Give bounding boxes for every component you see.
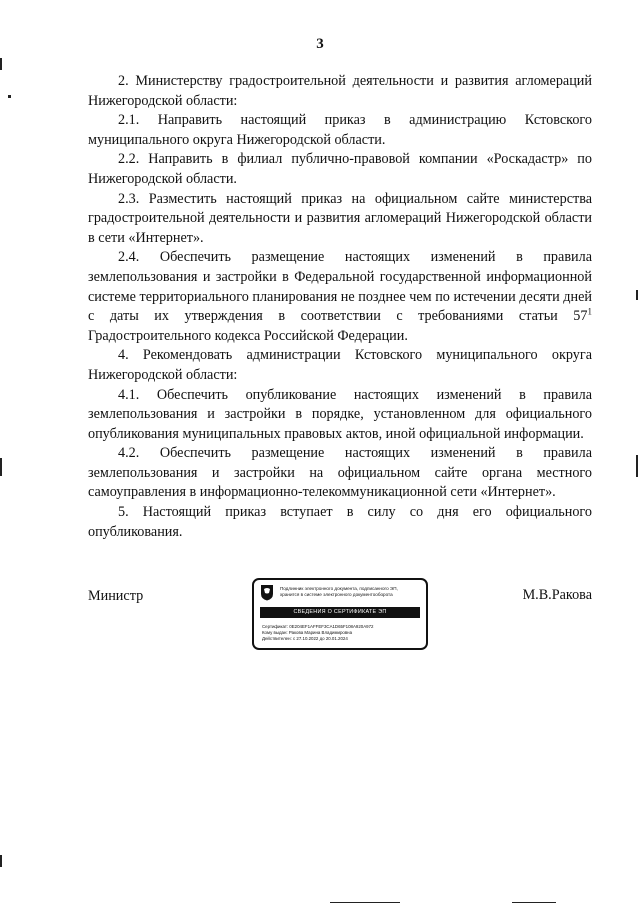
stamp-line-1: Подлинник электронного документа, подписанного ЭП, — [280, 586, 398, 591]
stamp-certificate-number: Сертификат: 0E204EF1AFFEF3CA1D65F108A920A972 — [262, 624, 374, 629]
paragraph — [88, 111, 592, 150]
scan-edge-mark — [0, 855, 2, 867]
paragraph-text: 5. Настоящий приказ вступает в силу со дня его официального опубликования. — [88, 504, 592, 540]
electronic-signature-stamp — [252, 578, 428, 650]
stamp-certificate-header: СВЕДЕНИЯ О СЕРТИФИКАТЕ ЭП — [260, 607, 420, 618]
paragraph-text: 4. Рекомендовать администрации Кстовского муниципального округа Нижегородской области: — [88, 347, 592, 383]
scan-edge-mark — [636, 290, 638, 300]
signer-name: М.В.Ракова — [522, 587, 592, 603]
stamp-header — [260, 584, 422, 604]
paragraph — [88, 444, 592, 503]
signature-block — [88, 578, 592, 658]
paragraph-text: 2.1. Направить настоящий приказ в администрацию Кстовского муниципального округа Нижегородской области. — [88, 112, 592, 148]
paragraph — [88, 386, 592, 445]
page-number: 3 — [316, 36, 324, 52]
paragraph-text: 2.4. Обеспечить размещение настоящих изменений в правила землепользования и застройки в Федеральной государственной информационной системе территориального планирования не позднее чем по истечении десяти дней с даты их утверждения в соответствии с требованиями статьи 57 — [88, 249, 592, 325]
paragraph-text: 4.1. Обеспечить опубликование настоящих изменений в правила землепользования и застройки в порядке, установленном для официального опубликования муниципальных правовых актов, иной официальной информации. — [88, 386, 592, 442]
scan-edge-mark — [512, 902, 556, 903]
stamp-validity: Действителен: с 27.10.2022 до 20.01.2024 — [262, 636, 348, 641]
signer-position: Министр — [88, 588, 144, 604]
scan-edge-mark — [636, 455, 638, 477]
document-body — [88, 72, 592, 542]
scan-edge-mark — [0, 58, 2, 70]
stamp-issued-to: Кому выдан: Ракова Марина Владимировна — [262, 630, 353, 635]
paragraph — [88, 346, 592, 385]
superscript: 1 — [587, 306, 592, 317]
paragraph-text: 4.2. Обеспечить размещение настоящих изменений в правила землепользования и застройки на официальном сайте органа местного самоуправления в информационно-телекоммуникационной сети «Интернет». — [88, 445, 592, 501]
stamp-line-2: хранится в системе электронного документооборота — [280, 592, 393, 597]
paragraph — [88, 248, 592, 346]
scan-edge-mark — [8, 95, 11, 98]
paragraph-text-continued: Градостроительного кодекса Российской Федерации. — [88, 327, 408, 344]
scan-edge-mark — [0, 458, 2, 476]
paragraph — [88, 150, 592, 189]
paragraph — [88, 72, 592, 111]
scan-edge-mark — [330, 902, 400, 903]
paragraph-text: 2.2. Направить в филиал публично-правовой компании «Роскадастр» по Нижегородской области. — [88, 151, 592, 187]
coat-of-arms-icon — [260, 584, 274, 601]
paragraph — [88, 503, 592, 542]
paragraph-text: 2.3. Разместить настоящий приказ на официальном сайте министерства градостроительной деятельности и развития агломераций Нижегородской области в сети «Интернет». — [88, 190, 592, 246]
paragraph-text: 2. Министерству градостроительной деятельности и развития агломераций Нижегородской области: — [88, 73, 592, 109]
paragraph — [88, 190, 592, 249]
